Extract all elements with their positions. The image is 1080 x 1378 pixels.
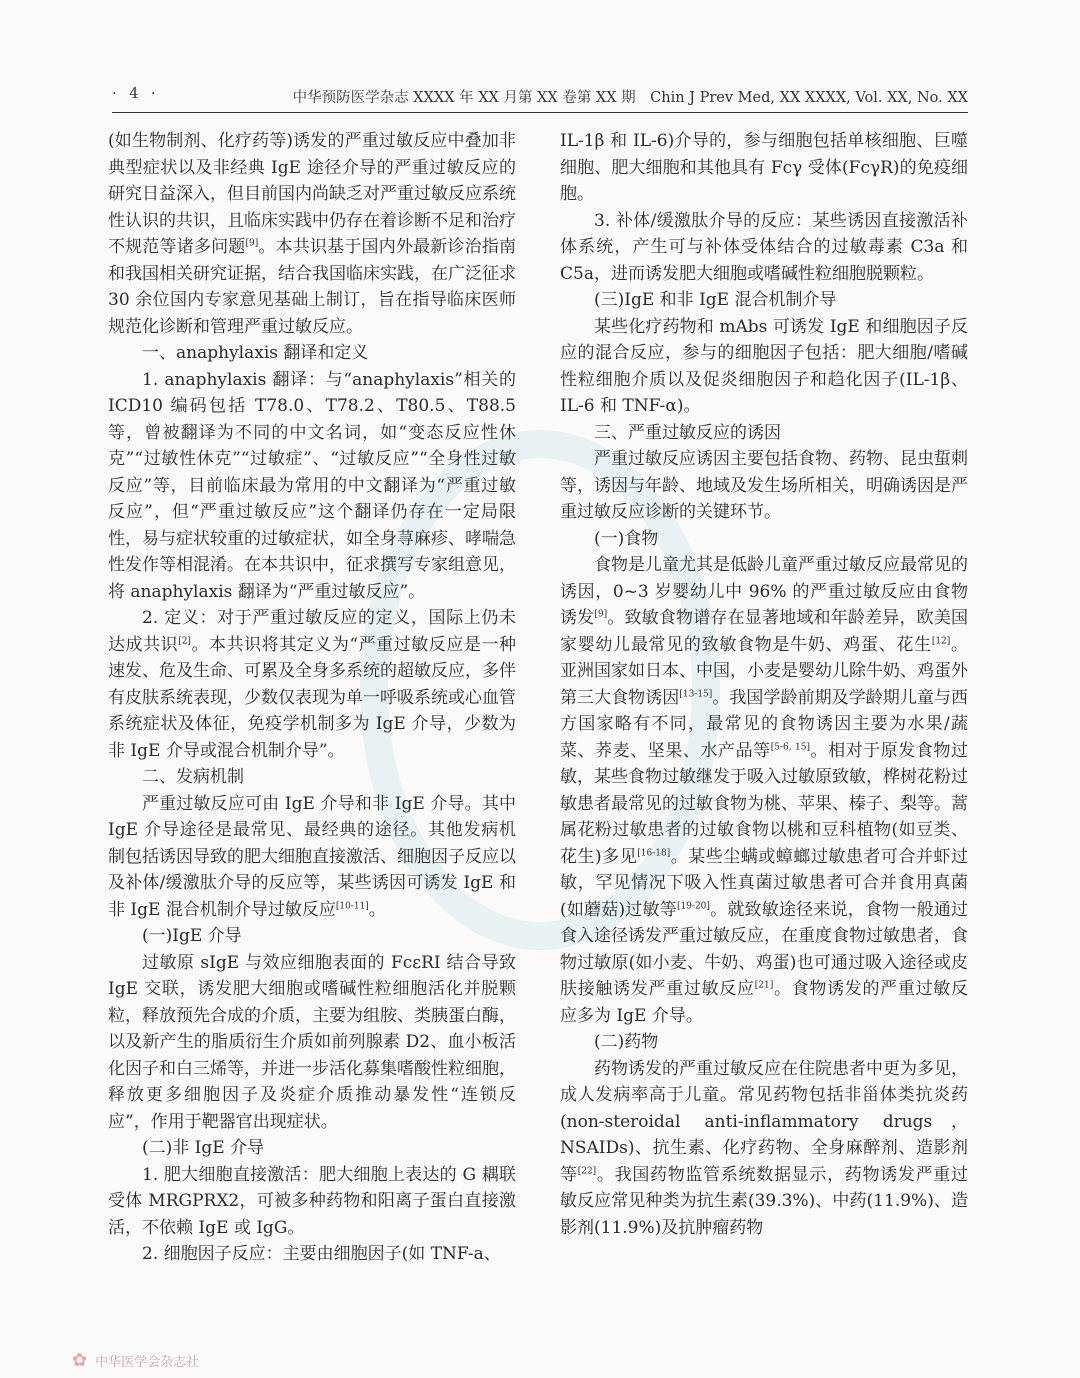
footer-publisher-mark [72,1350,199,1374]
journal-citation: 中华预防医学杂志 XXXX 年 XX 月第 XX 卷第 XX 期 Chin J Prev Med, XX XXXX, Vol. XX, No. XX [292,90,968,106]
paragraph: 食物是儿童尤其是低龄儿童严重过敏反应最常见的诱因，0~3 岁婴幼儿中 96% 的严重过敏反应由食物诱发[9]。致敏食物谱存在显著地域和年龄差异，欧美国家婴幼儿最常见的致敏食物是牛奶、鸡蛋、花生[12]。亚洲国家如日本、中国，小麦是婴幼儿除牛奶、鸡蛋外第三大食物诱因[13-15]。我国学龄前期及学龄期儿童与西方国家略有不同，最常见的食物诱因主要为水果/蔬菜、荞麦、坚果、水产品等[5-6, 15]。相对于原发食物过敏，某些食物过敏继发于吸入过敏原致敏，桦树花粉过敏患者最常见的过敏食物为桃、苹果、榛子、梨等。蒿属花粉过敏患者的过敏食物以桃和豆科植物(如豆类、花生)多见[16-18]。某些尘螨或蟑螂过敏患者可合并虾过敏，罕见情况下吸入性真菌过敏患者可合并食用真菌(如蘑菇)过敏等[19-20]。就致敏途径来说，食物一般通过食入途径诱发严重过敏反应，在重度食物过敏患者，食物过敏原(如小麦、牛奶、鸡蛋)也可通过吸入途径或皮肤接触诱发严重过敏反应[21]。食物诱发的严重过敏反应多为 IgE 介导。 [560,555,969,1026]
subsection-heading: (二)药物 [594,1032,659,1052]
publisher-name: 中华医学会杂志社 [95,1355,200,1370]
citation-ref: [21] [754,980,774,991]
section-heading: 二、发病机制 [142,767,244,787]
citation-ref: [12] [931,635,951,646]
citation-ref: [2] [178,635,191,646]
left-column [108,128,516,1268]
citation-ref: [5-6, 15] [770,741,810,752]
section-heading: 一、anaphylaxis 翻译和定义 [142,343,369,363]
paragraph: 2. 细胞因子反应：主要由细胞因子(如 TNF-a、 [142,1244,501,1264]
citation-ref: [9] [594,609,608,620]
paragraph: 1. anaphylaxis 翻译：与“anaphylaxis”相关的 ICD10 编码包括 T78.0、T78.2、T80.5、T88.5 等，曾被翻译为不同的中文名词，如“变态反应性休克”“过敏性休克”“过敏症”、“过敏反应”“全身性过敏反应”等，目前临床最为常用的中文翻译为“严重过敏反应”，但“严重过敏反应”这个翻译仍存在一定局限性，易与症状较重的过敏症状，如全身荨麻疹、哮喘急性发作等相混淆。在本共识中，征求撰写专家组意见，将 anaphylaxis 翻译为“严重过敏反应”。 [108,369,516,602]
right-column [560,128,968,1241]
paragraph: 严重过敏反应可由 IgE 介导和非 IgE 介导。其中 IgE 介导途径是最常见、最经典的途径。其他发病机制包括诱因导致的肥大细胞直接激活、细胞因子反应以及补体/缓激肽介导的反应等，某些诱因可诱发 IgE 和非 IgE 混合机制介导过敏反应[10-11]。 [108,793,516,920]
section-heading: 三、严重过敏反应的诱因 [594,422,781,443]
paragraph: 2. 定义：对于严重过敏反应的定义，国际上仍未达成共识[2]。本共识将其定义为“严重过敏反应是一种速发、危及生命、可累及全身多系统的超敏反应，多伴有皮肤系统表现，少数仅表现为单一呼吸系统或心血管系统症状及体征，免疫学机制多为 IgE 介导，少数为非 IgE 介导或混合机制介导”。 [108,608,516,761]
paragraph: 药物诱发的严重过敏反应在住院患者中更为多见，成人发病率高于儿童。常见药物包括非甾体类抗炎药(non-steroidal anti-inflammatory drugs，NSAIDs)、抗生素、化疗药物、全身麻醉剂、造影剂等[22]。我国药物监管系统数据显示，药物诱发严重过敏反应常见种类为抗生素(39.3%)、中药(11.9%)、造影剂(11.9%)及抗肿瘤药物 [560,1058,969,1238]
citation-ref: [16-18] [637,847,671,858]
subsection-heading: (三)IgE 和非 IgE 混合机制介导 [594,290,837,310]
citation-ref: [10-11] [335,900,369,911]
paragraph: 某些化疗药物和 mAbs 可诱发 IgE 和细胞因子反应的混合反应，参与的细胞因子包括：肥大细胞/嗜碱性粒细胞介质以及促炎细胞因子和趋化因子(IL-1β、IL-6 和 TNF-α)。 [560,316,968,416]
running-header [112,86,968,114]
paragraph: (如生物制剂、化疗药等)诱发的严重过敏反应中叠加非典型症状以及非经典 IgE 途径介导的严重过敏反应的研究日益深入，但目前国内尚缺乏对严重过敏反应系统性认识的共识，且临床实践中仍存在着诊断不足和治疗不规范等诸多问题[9]。本共识基于国内外最新诊治指南和我国相关研究证据，结合我国临床实践，在广泛征求 30 余位国内专家意见基础上制订，旨在指导临床医师规范化诊断和管理严重过敏反应。 [108,131,517,337]
flower-logo-icon: ✿ [72,1350,88,1371]
paragraph: 3. 补体/缓激肽介导的反应：某些诱因直接激活补体系统，产生可与补体受体结合的过敏毒素 C3a 和 C5a，进而诱发肥大细胞或嗜碱性粒细胞脱颗粒。 [560,210,968,284]
subsection-heading: (一)食物 [594,528,659,549]
header-rule [112,112,968,113]
subsection-heading: (二)非 IgE 介导 [142,1138,265,1158]
page-number: · 4 · [112,86,160,102]
paragraph: 过敏原 sIgE 与效应细胞表面的 FcεRI 结合导致 IgE 交联，诱发肥大细胞或嗜碱性粒细胞活化并脱颗粒，释放预先合成的介质，主要为组胺、类胰蛋白酶，以及新产生的脂质衍生介质如前列腺素 D2、血小板活化因子和白三烯等，并进一步活化募集嗜酸性粒细胞，释放更多细胞因子及炎症介质推动暴发性“连锁反应”，作用于靶器官出现症状。 [108,952,516,1132]
citation-ref: [13-15] [679,688,713,699]
subsection-heading: (一)IgE 介导 [142,926,242,946]
paragraph: 严重过敏反应诱因主要包括食物、药物、昆虫蜇刺等，诱因与年龄、地域及发生场所相关，明确诱因是严重过敏反应诊断的关键环节。 [560,449,968,522]
paragraph: 1. 肥大细胞直接激活：肥大细胞上表达的 G 耦联受体 MRGPRX2，可被多种药物和阳离子蛋白直接激活，不依赖 IgE 或 IgG。 [108,1164,516,1238]
citation-ref: [19-20] [676,900,710,911]
paragraph: IL-1β 和 IL-6)介导的，参与细胞包括单核细胞、巨噬细胞、肥大细胞和其他具有 Fcγ 受体(FcγR)的免疫细胞。 [560,131,968,204]
citation-ref: [9] [245,238,259,249]
citation-ref: [22] [577,1165,597,1176]
